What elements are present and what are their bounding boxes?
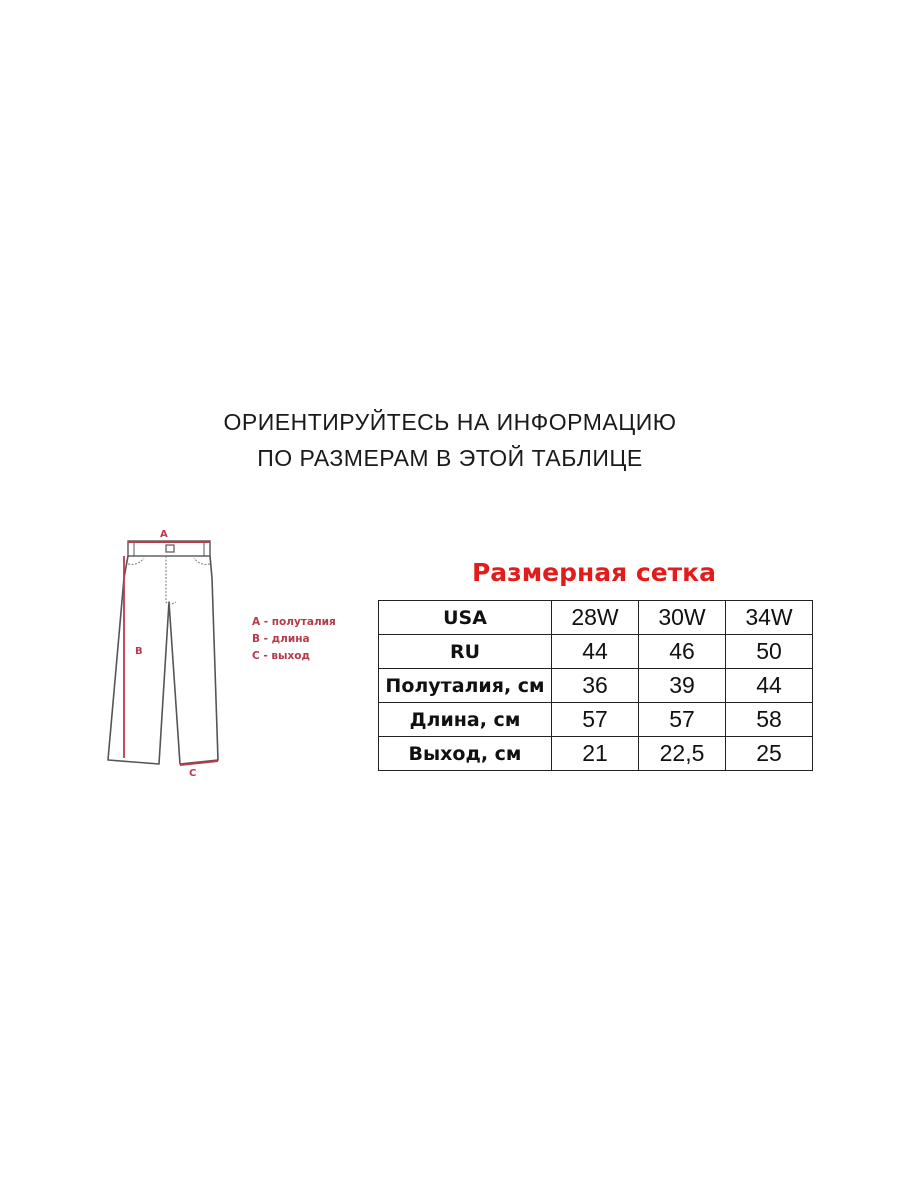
table-cell: 22,5 [639, 737, 726, 771]
table-cell: 44 [726, 669, 813, 703]
table-cell: 44 [552, 635, 639, 669]
table-row [379, 635, 813, 669]
table-cell: 36 [552, 669, 639, 703]
label-c: C [189, 768, 197, 779]
row-header: Полуталия, см [379, 669, 552, 703]
pants-waistband [128, 541, 210, 556]
intro-text [0, 404, 900, 476]
pants-button [166, 545, 174, 552]
table-cell: 25 [726, 737, 813, 771]
legend-item-b: B - длина [252, 633, 310, 645]
size-table [378, 600, 813, 771]
intro-line-1: ОРИЕНТИРУЙТЕСЬ НА ИНФОРМАЦИЮ [223, 409, 677, 435]
table-cell: 30W [639, 601, 726, 635]
table-cell: 39 [639, 669, 726, 703]
table-cell: 34W [726, 601, 813, 635]
table-row [379, 601, 813, 635]
label-b: B [135, 646, 143, 657]
legend-item-a: A - полуталия [252, 616, 336, 628]
legend-item-c: C - выход [252, 650, 310, 662]
table-row [379, 703, 813, 737]
table-row [379, 737, 813, 771]
row-header: USA [379, 601, 552, 635]
intro-line-2: ПО РАЗМЕРАМ В ЭТОЙ ТАБЛИЦЕ [257, 445, 643, 471]
row-header: Длина, см [379, 703, 552, 737]
row-header: RU [379, 635, 552, 669]
measurement-legend [252, 614, 336, 665]
table-cell: 46 [639, 635, 726, 669]
table-cell: 50 [726, 635, 813, 669]
table-cell: 21 [552, 737, 639, 771]
table-cell: 57 [639, 703, 726, 737]
size-table-title: Размерная сетка [471, 558, 716, 587]
table-cell: 28W [552, 601, 639, 635]
table-row [379, 669, 813, 703]
table-cell: 58 [726, 703, 813, 737]
table-cell: 57 [552, 703, 639, 737]
row-header: Выход, см [379, 737, 552, 771]
label-a: A [160, 529, 168, 540]
